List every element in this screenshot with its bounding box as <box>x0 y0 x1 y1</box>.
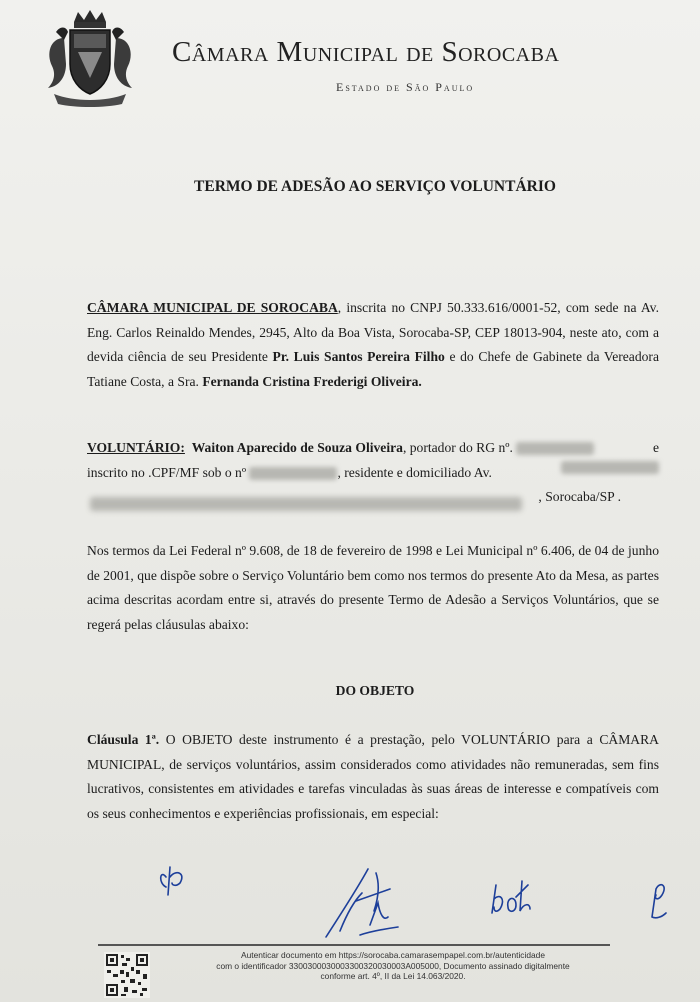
organization-name: Câmara Municipal de Sorocaba <box>172 36 560 68</box>
organization-state: Estado de São Paulo <box>336 80 475 94</box>
footer-divider <box>98 944 610 946</box>
redacted-street <box>561 461 659 474</box>
entity-name: CÂMARA MUNICIPAL DE SOROCABA <box>87 300 338 315</box>
initials-1-signature <box>161 867 182 895</box>
clause-1-text: O OBJETO deste instrumento é a prestação, pelo VOLUNTÁRIO para a CÂMARA MUNICIPAL, de serviços voluntários, assim considerados como atividades não remuneradas, sem fins lucrativos, consistentes em atividades e tarefas vinculadas às suas áreas de interesse e compatíveis com os seus conhecimentos e experiências profissionais, em especial: <box>87 732 660 821</box>
cpf-label: inscrito no .CPF/MF sob o nº <box>87 464 247 480</box>
authentication-footer <box>158 950 628 982</box>
chief-intro: e do Chefe de Gabinete da Vereadora Tatiane Costa, a Sra. <box>87 349 659 389</box>
city-state: , Sorocaba/SP . <box>538 489 621 504</box>
footer-line-1: Autenticar documento em https://sorocaba.camarasempapel.com.br/autenticidade <box>241 950 545 960</box>
coat-of-arms-logo <box>34 8 146 108</box>
initials-4-signature <box>652 885 666 918</box>
president-name: Pr. Luis Santos Pereira Filho <box>272 349 445 364</box>
document-title: TERMO DE ADESÃO AO SERVIÇO VOLUNTÁRIO <box>194 178 556 195</box>
parties-paragraph <box>87 296 659 394</box>
rg-label: , portador do RG nº. <box>402 440 513 455</box>
clause-1-label: Cláusula 1ª. <box>87 732 160 747</box>
qr-code <box>104 952 150 998</box>
entity-details: , inscrita no CNPJ 50.333.616/0001-52, com sede na Av. Eng. Carlos Reinaldo Mendes, 2945, Alto da Boa Vista, Sorocaba-SP, CEP 18013-904, neste ato, com a devida ciência de seu Presidente <box>87 300 659 364</box>
redacted-address-line <box>90 497 522 511</box>
and-word: e <box>652 440 659 455</box>
signatures-area <box>0 855 700 945</box>
address-intro: , residente e domiciliado Av. <box>337 464 492 480</box>
footer-line-2: com o identificador 3300300030003300320030003A005000, Documento assinado digitalmente <box>216 960 570 971</box>
volunteer-label: VOLUNTÁRIO: <box>87 440 185 455</box>
initials-2-signature <box>326 869 398 937</box>
section-title: DO OBJETO <box>335 683 415 698</box>
footer-line-3: conforme art. 4º, II da Lei 14.063/2020. <box>320 971 466 981</box>
redacted-rg <box>516 442 594 455</box>
legal-basis-paragraph: Nos termos da Lei Federal nº 9.608, de 18 de fevereiro de 1998 e Lei Municipal nº 6.406, de 04 de junho de 2001, que dispõe sobre o Serviço Voluntário bem como nos termos do presente Ato da Mesa, as partes acima descritas acordam entre si, através do presente Termo de Adesão a Serviços Voluntários, que se regerá pelas cláusulas abaixo: <box>87 543 659 632</box>
initials-3-signature <box>492 881 530 913</box>
chief-name: Fernanda Cristina Frederigi Oliveira. <box>202 373 422 389</box>
redacted-cpf <box>249 467 337 480</box>
volunteer-name: Waiton Aparecido de Souza Oliveira <box>191 440 403 455</box>
clause-1-paragraph <box>87 728 659 826</box>
